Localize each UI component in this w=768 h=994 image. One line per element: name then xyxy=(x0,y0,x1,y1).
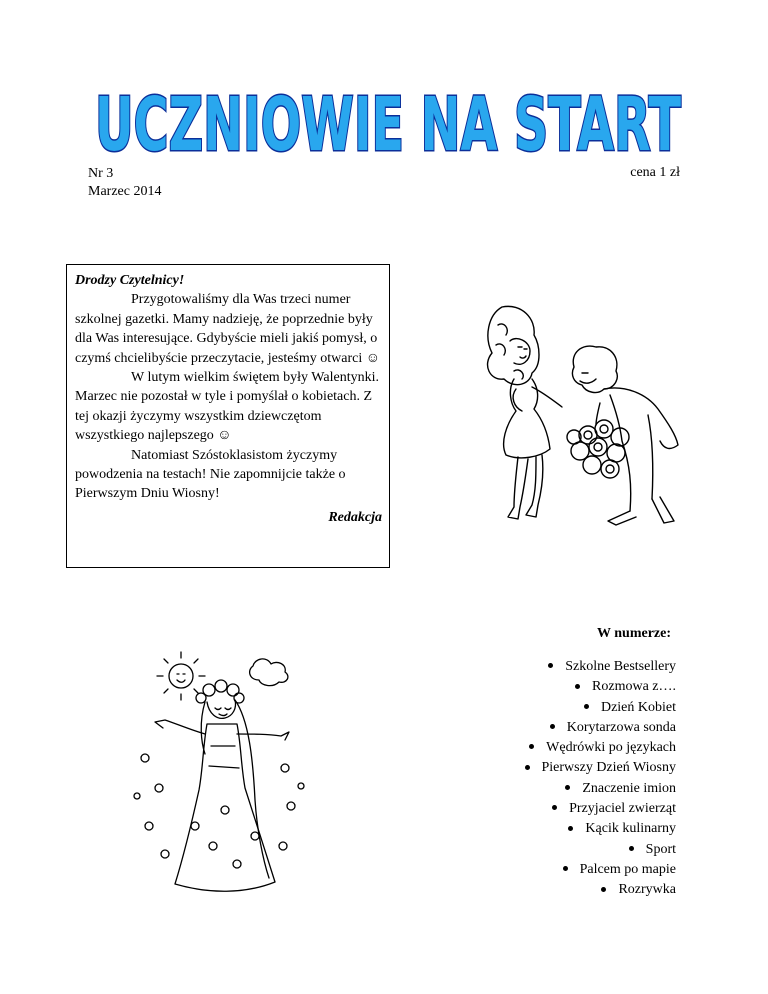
contents-item: Palcem po mapie xyxy=(490,860,676,880)
bullet-icon xyxy=(563,866,568,871)
bullet-icon xyxy=(601,887,606,892)
contents-list xyxy=(490,657,676,901)
contents-item: Dzień Kobiet xyxy=(490,698,676,718)
bullet-icon xyxy=(575,684,580,689)
issue-date: Marzec 2014 xyxy=(88,184,162,199)
contents-item: Korytarzowa sonda xyxy=(490,718,676,738)
bullet-icon xyxy=(629,846,634,851)
contents-item: Szkolne Bestsellery xyxy=(490,657,676,677)
bullet-icon xyxy=(550,724,555,729)
issue-number: Nr 3 xyxy=(88,166,114,181)
issue-info xyxy=(88,165,161,201)
contents-item: Wędrówki po językach xyxy=(490,738,676,758)
bullet-icon xyxy=(529,744,534,749)
contents-title: W numerze: xyxy=(597,626,671,641)
bullet-icon xyxy=(548,663,553,668)
editorial-paragraph: Przygotowaliśmy dla Was trzeci numer szkolnej gazetki. Mamy nadzieję, że poprzednie były dla Was interesujące. Gdybyście mieli jakiś pomysł, o czymś chcielibyście przeczytacie, jesteśmy otwarci ☺ xyxy=(75,292,381,366)
contents-item: Rozmowa z…. xyxy=(490,677,676,697)
spring-illustration xyxy=(125,650,310,900)
editorial-greeting: Drodzy Czytelnicy! xyxy=(75,273,185,288)
contents-item: Przyjaciel zwierząt xyxy=(490,799,676,819)
contents-item: Rozrywka xyxy=(490,880,676,900)
masthead-title xyxy=(88,70,688,170)
bullet-icon xyxy=(568,826,573,831)
editorial-box xyxy=(66,264,390,568)
editorial-paragraph: W lutym wielkim świętem były Walentynki. Marzec nie pozostał w tyle i pomyślał o kobietach. Z tej okazji życzymy wszystkim dziewczętom wszystkiego najlepszego ☺ xyxy=(75,370,379,444)
masthead-title-text: UCZNIOWIE NA START xyxy=(95,82,682,168)
issue-price: cena 1 zł xyxy=(630,165,680,180)
contents-item: Znaczenie imion xyxy=(490,779,676,799)
bullet-icon xyxy=(552,805,557,810)
bullet-icon xyxy=(525,765,530,770)
bullet-icon xyxy=(565,785,570,790)
contents-item: Kącik kulinarny xyxy=(490,819,676,839)
contents-item: Sport xyxy=(490,840,676,860)
editorial-signature: Redakcja xyxy=(328,509,382,525)
contents-item: Pierwszy Dzień Wiosny xyxy=(490,758,676,778)
editorial-paragraph: Natomiast Szóstoklasistom życzymy powodzenia na testach! Nie zapomnijcie także o Pierwszym Dniu Wiosny! xyxy=(75,447,346,502)
bullet-icon xyxy=(584,704,589,709)
couple-illustration xyxy=(470,285,702,533)
